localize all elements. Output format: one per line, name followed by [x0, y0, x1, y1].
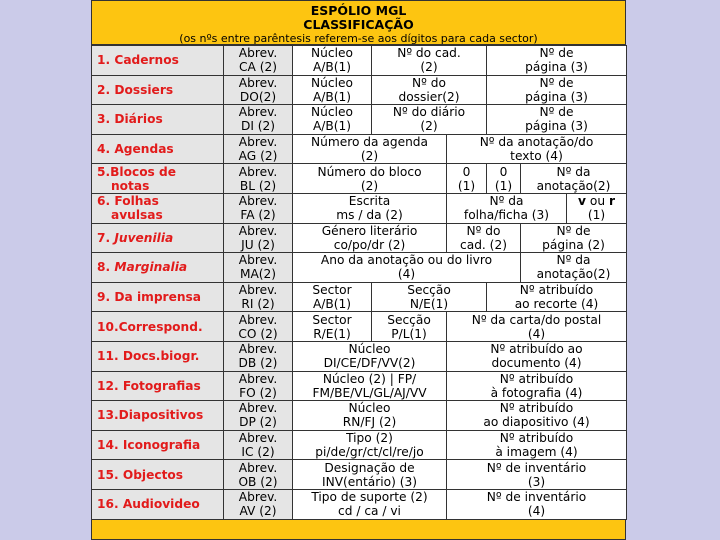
table-row [92, 164, 627, 194]
field-cell: Nº da folha/ficha (3) [447, 193, 567, 223]
table-row [92, 401, 627, 431]
abbrev-cell: Abrev. AV (2) [224, 489, 293, 519]
field-cell: Núcleo A/B(1) [293, 75, 372, 105]
field-cell: Nº do dossier(2) [372, 75, 487, 105]
header-note: (os nºs entre parêntesis referem-se aos dígitos para cada sector) [179, 32, 538, 45]
abbrev-cell: Abrev. RI (2) [224, 282, 293, 312]
abbrev-cell: Abrev. BL (2) [224, 164, 293, 194]
abbrev-cell: Abrev. DO(2) [224, 75, 293, 105]
field-cell: Secção N/E(1) [372, 282, 487, 312]
field-cell: Nº da carta/do postal (4) [447, 312, 627, 342]
field-cell: Nº atribuído ao documento (4) [447, 341, 627, 371]
category-iconografia: 14. Iconografia [92, 430, 224, 460]
category-fotografias: 12. Fotografias [92, 371, 224, 401]
field-cell: Núcleo RN/FJ (2) [293, 401, 447, 431]
field-cell: Núcleo A/B(1) [293, 105, 372, 135]
field-cell: Nº do cad. (2) [372, 46, 487, 76]
field-cell: Tipo (2) pi/de/gr/ct/cl/re/jo [293, 430, 447, 460]
table-row [92, 282, 627, 312]
field-cell: Nº de inventário (4) [447, 489, 627, 519]
field-cell: Nº de página (3) [487, 46, 627, 76]
field-cell: v ou r (1) [567, 193, 627, 223]
abbrev-cell: Abrev. CA (2) [224, 46, 293, 76]
abbrev-cell: Abrev. OB (2) [224, 460, 293, 490]
abbrev-cell: Abrev. IC (2) [224, 430, 293, 460]
table-row [92, 371, 627, 401]
table-row [92, 430, 627, 460]
abbrev-cell: Abrev. DP (2) [224, 401, 293, 431]
field-cell: Nº de inventário (3) [447, 460, 627, 490]
field-cell: Nº atribuído ao recorte (4) [487, 282, 627, 312]
table-row [92, 489, 627, 519]
field-cell: Núcleo DI/CE/DF/VV(2) [293, 341, 447, 371]
table-row [92, 105, 627, 135]
abbrev-cell: Abrev. CO (2) [224, 312, 293, 342]
category-cadernos: 1. Cadernos [92, 46, 224, 76]
field-cell: Nº do cad. (2) [447, 223, 521, 253]
table-row [92, 312, 627, 342]
category-folhas-avulsas: 6. Folhas avulsas [92, 193, 224, 223]
field-cell: Número da agenda (2) [293, 134, 447, 164]
category-blocos-de-notas: 5.Blocos de notas [92, 164, 224, 194]
classification-table [91, 45, 627, 520]
header-title: ESPÓLIO MGL [310, 3, 407, 18]
category-diapositivos: 13.Diapositivos [92, 401, 224, 431]
abbrev-cell: Abrev. MA(2) [224, 253, 293, 283]
field-cell: Tipo de suporte (2) cd / ca / vi [293, 489, 447, 519]
table-row [92, 253, 627, 283]
table-row [92, 46, 627, 76]
category-correspond: 10.Correspond. [92, 312, 224, 342]
category-docs-biogr: 11. Docs.biogr. [92, 341, 224, 371]
field-cell: Secção P/L(1) [372, 312, 447, 342]
abbrev-cell: Abrev. FA (2) [224, 193, 293, 223]
abbrev-cell: Abrev. DI (2) [224, 105, 293, 135]
field-cell: 0 (1) [487, 164, 521, 194]
table-row [92, 341, 627, 371]
table-row [92, 193, 627, 223]
field-cell: Sector R/E(1) [293, 312, 372, 342]
field-cell: Género literário co/po/dr (2) [293, 223, 447, 253]
category-juvenilia: 7. Juvenilia [92, 223, 224, 253]
category-marginalia: 8. Marginalia [92, 253, 224, 283]
abbrev-cell: Abrev. AG (2) [224, 134, 293, 164]
table-footer [91, 519, 626, 540]
field-cell: Sector A/B(1) [293, 282, 372, 312]
table-row [92, 223, 627, 253]
field-cell: Nº atribuído à fotografia (4) [447, 371, 627, 401]
classification-sheet [91, 0, 626, 540]
header-subtitle: CLASSIFICAÇÃO [303, 17, 414, 32]
category-audiovideo: 16. Audiovideo [92, 489, 224, 519]
field-cell: Núcleo (2) | FP/ FM/BE/VL/GL/AJ/VV [293, 371, 447, 401]
field-cell: Nº atribuído à imagem (4) [447, 430, 627, 460]
category-diarios: 3. Diários [92, 105, 224, 135]
category-agendas: 4. Agendas [92, 134, 224, 164]
field-cell: Nº de página (3) [487, 105, 627, 135]
field-cell: Designação de INV(entário) (3) [293, 460, 447, 490]
abbrev-cell: Abrev. DB (2) [224, 341, 293, 371]
table-row [92, 134, 627, 164]
category-objectos: 15. Objectos [92, 460, 224, 490]
field-cell: Núcleo A/B(1) [293, 46, 372, 76]
field-cell: Número do bloco (2) [293, 164, 447, 194]
field-cell: Nº de página (2) [521, 223, 627, 253]
table-row [92, 75, 627, 105]
field-cell: Nº da anotação(2) [521, 164, 627, 194]
abbrev-cell: Abrev. JU (2) [224, 223, 293, 253]
category-da-imprensa: 9. Da imprensa [92, 282, 224, 312]
field-cell: Nº atribuído ao diapositivo (4) [447, 401, 627, 431]
table-row [92, 460, 627, 490]
category-dossiers: 2. Dossiers [92, 75, 224, 105]
field-cell: Ano da anotação ou do livro (4) [293, 253, 521, 283]
field-cell: Nº de página (3) [487, 75, 627, 105]
field-cell: Nº da anotação(2) [521, 253, 627, 283]
field-cell: Nº da anotação/do texto (4) [447, 134, 627, 164]
field-cell: Nº do diário (2) [372, 105, 487, 135]
field-cell: 0 (1) [447, 164, 487, 194]
abbrev-cell: Abrev. FO (2) [224, 371, 293, 401]
field-cell: Escrita ms / da (2) [293, 193, 447, 223]
table-header [91, 0, 626, 45]
